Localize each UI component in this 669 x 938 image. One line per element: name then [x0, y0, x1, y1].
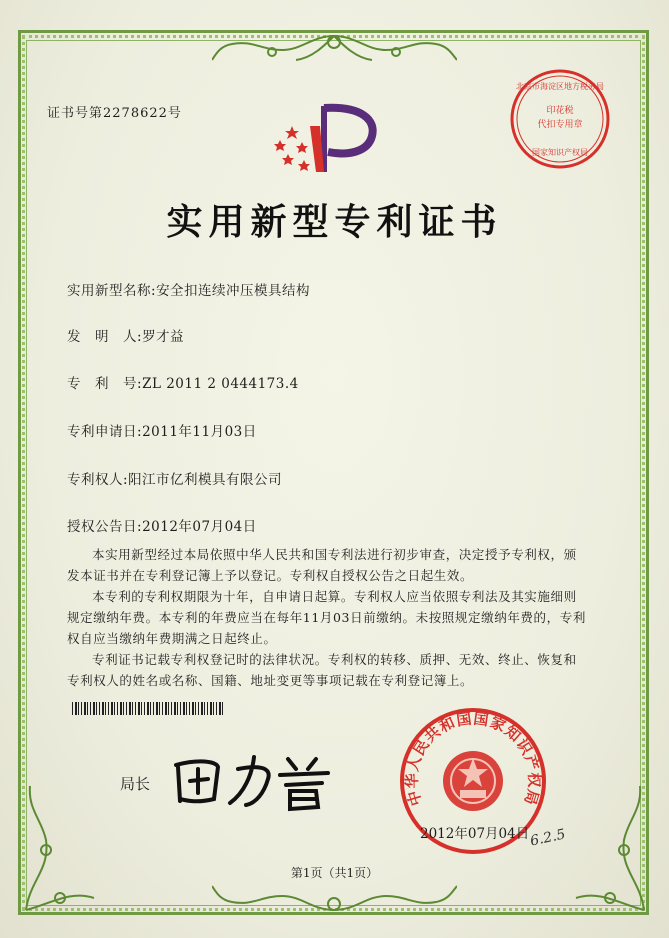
- certificate-number: 证书号第2278622号: [47, 106, 182, 121]
- field-value: 2012年07月04日: [142, 519, 257, 535]
- handwritten-note: 6.2.5: [528, 826, 567, 850]
- director-signature: [168, 745, 338, 815]
- page-number: 第1页（共1页）: [290, 866, 379, 880]
- field-inventor: [67, 325, 184, 345]
- top-ornament: [212, 30, 457, 70]
- issue-date: 2012年07月04日: [420, 826, 530, 842]
- field-utility-model-name: [67, 279, 310, 299]
- field-value: 罗才益: [142, 329, 185, 345]
- field-value: 2011年11月03日: [142, 424, 257, 440]
- field-label: 授权公告日:: [67, 519, 143, 535]
- field-label: 实用新型名称:: [67, 283, 157, 299]
- svg-text:国家知识产权局: 国家知识产权局: [532, 148, 588, 157]
- field-application-date: [67, 420, 257, 440]
- field-label: 专利权人:: [67, 472, 129, 488]
- certificate-body: [67, 544, 587, 691]
- paragraph-term: 本专利的专利权期限为十年，自申请日起算。专利权人应当依照专利法及其实施细则规定缴纳年费。本专利的年费应当在每年11月03日前缴纳。未按照规定缴纳年费的，专利权自应当缴纳年费期满之日起终止。: [67, 589, 586, 646]
- stamp-duty-seal: [508, 67, 612, 171]
- field-patentee: [67, 468, 282, 488]
- certificate-title: 实用新型专利证书: [166, 201, 503, 243]
- corner-ornament-bottom-right: [570, 780, 650, 915]
- paragraph-legal-status: 专利证书记载专利权登记时的法律状况。专利权的转移、质押、无效、终止、恢复和专利权人的姓名或名称、国籍、地址变更等事项记载在专利登记簿上。: [67, 652, 577, 688]
- barcode: [72, 702, 224, 715]
- paragraph-grant: 本实用新型经过本局依照中华人民共和国专利法进行初步审查，决定授予专利权，颁发本证书并在专利登记簿上予以登记。专利权自授权公告之日起生效。: [67, 547, 577, 583]
- field-value: 阳江市亿利模具有限公司: [128, 472, 283, 488]
- bottom-ornament: [212, 880, 457, 916]
- svg-text:中华人民共和国国家知识产权局: 中华人民共和国国家知识产权局: [402, 709, 544, 808]
- svg-text:北京市海淀区地方税务局: 北京市海淀区地方税务局: [516, 82, 604, 91]
- field-grant-date: [67, 515, 257, 535]
- director-label: 局长: [120, 775, 151, 793]
- field-label: 专 利 号:: [67, 376, 143, 392]
- patent-office-logo-icon: [272, 98, 380, 178]
- field-value: 安全扣连续冲压模具结构: [156, 283, 311, 299]
- field-label: 专利申请日:: [67, 424, 143, 440]
- field-value: ZL 2011 2 0444173.4: [142, 376, 299, 392]
- svg-text:印花税: 印花税: [546, 106, 574, 116]
- field-label: 发 明 人:: [67, 329, 143, 345]
- svg-text:代扣专用章: 代扣专用章: [537, 120, 583, 130]
- field-patent-number: [67, 372, 299, 392]
- corner-ornament-bottom-left: [20, 780, 100, 915]
